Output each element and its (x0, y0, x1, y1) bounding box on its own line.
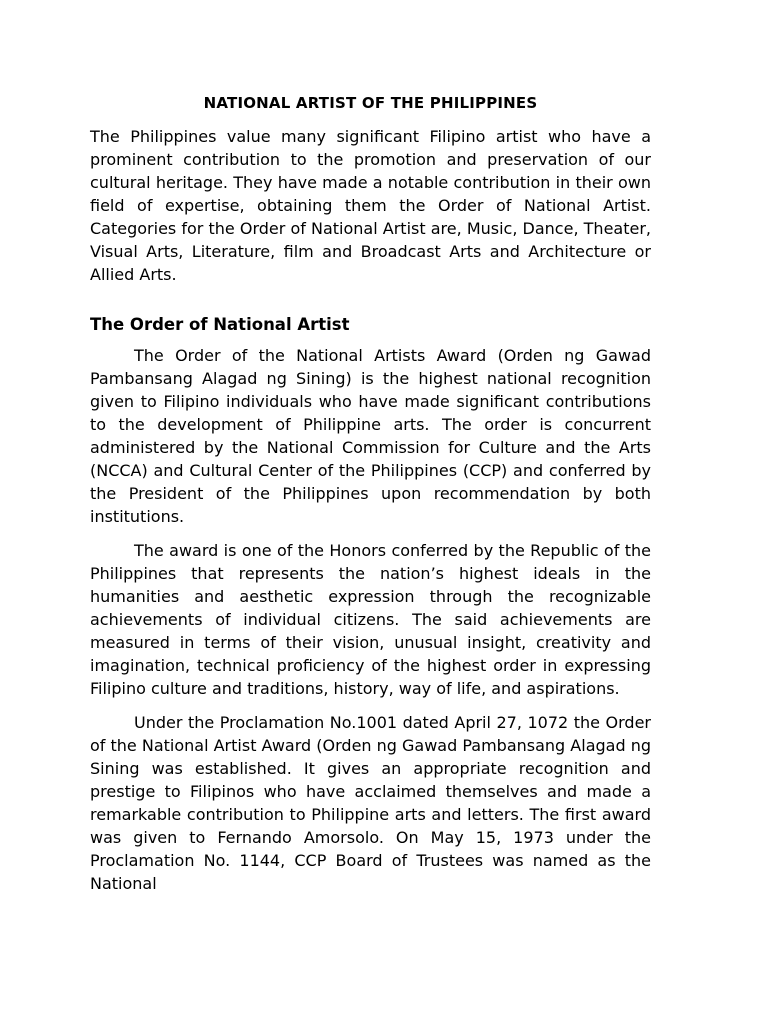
section-heading: The Order of National Artist (90, 315, 350, 334)
body-paragraph-3: Under the Proclamation No.1001 dated April 27, 1072 the Order of the National Artist Award (Orden ng Gawad Pambansang Alagad ng Sining was established. It gives an appropriate recognition and prestige to Filipinos who have acclaimed themselves and made a remarkable contribution to Philippine arts and letters. The first award was given to Fernando Amorsolo. On May 15, 1973 under the Proclamation No. 1144, CCP Board of Trustees was named as the National (90, 713, 651, 893)
document-title: NATIONAL ARTIST OF THE PHILIPPINES (203, 94, 538, 112)
body-paragraph-2: The award is one of the Honors conferred by the Republic of the Philippines that represents the nation’s highest ideals in the humanities and aesthetic expression through the recognizable achievements of individual citizens. The said achievements are measured in terms of their vision, unusual insight, creativity and imagination, technical proficiency of the highest order in expressing Filipino culture and traditions, history, way of life, and aspirations. (90, 541, 651, 698)
intro-paragraph: The Philippines value many significant Filipino artist who have a prominent contribution to the promotion and preservation of our cultural heritage. They have made a notable contribution in their own field of expertise, obtaining them the Order of National Artist. Categories for the Order of National Artist are, Music, Dance, Theater, Visual Arts, Literature, film and Broadcast Arts and Architecture or Allied Arts. (90, 127, 651, 284)
body-paragraph-1: The Order of the National Artists Award (Orden ng Gawad Pambansang Alagad ng Sining) is the highest national recognition given to Filipino individuals who have made significant contributions to the development of Philippine arts. The order is concurrent administered by the National Commission for Culture and the Arts (NCCA) and Cultural Center of the Philippines (CCP) and conferred by the President of the Philippines upon recommendation by both institutions. (90, 346, 651, 526)
